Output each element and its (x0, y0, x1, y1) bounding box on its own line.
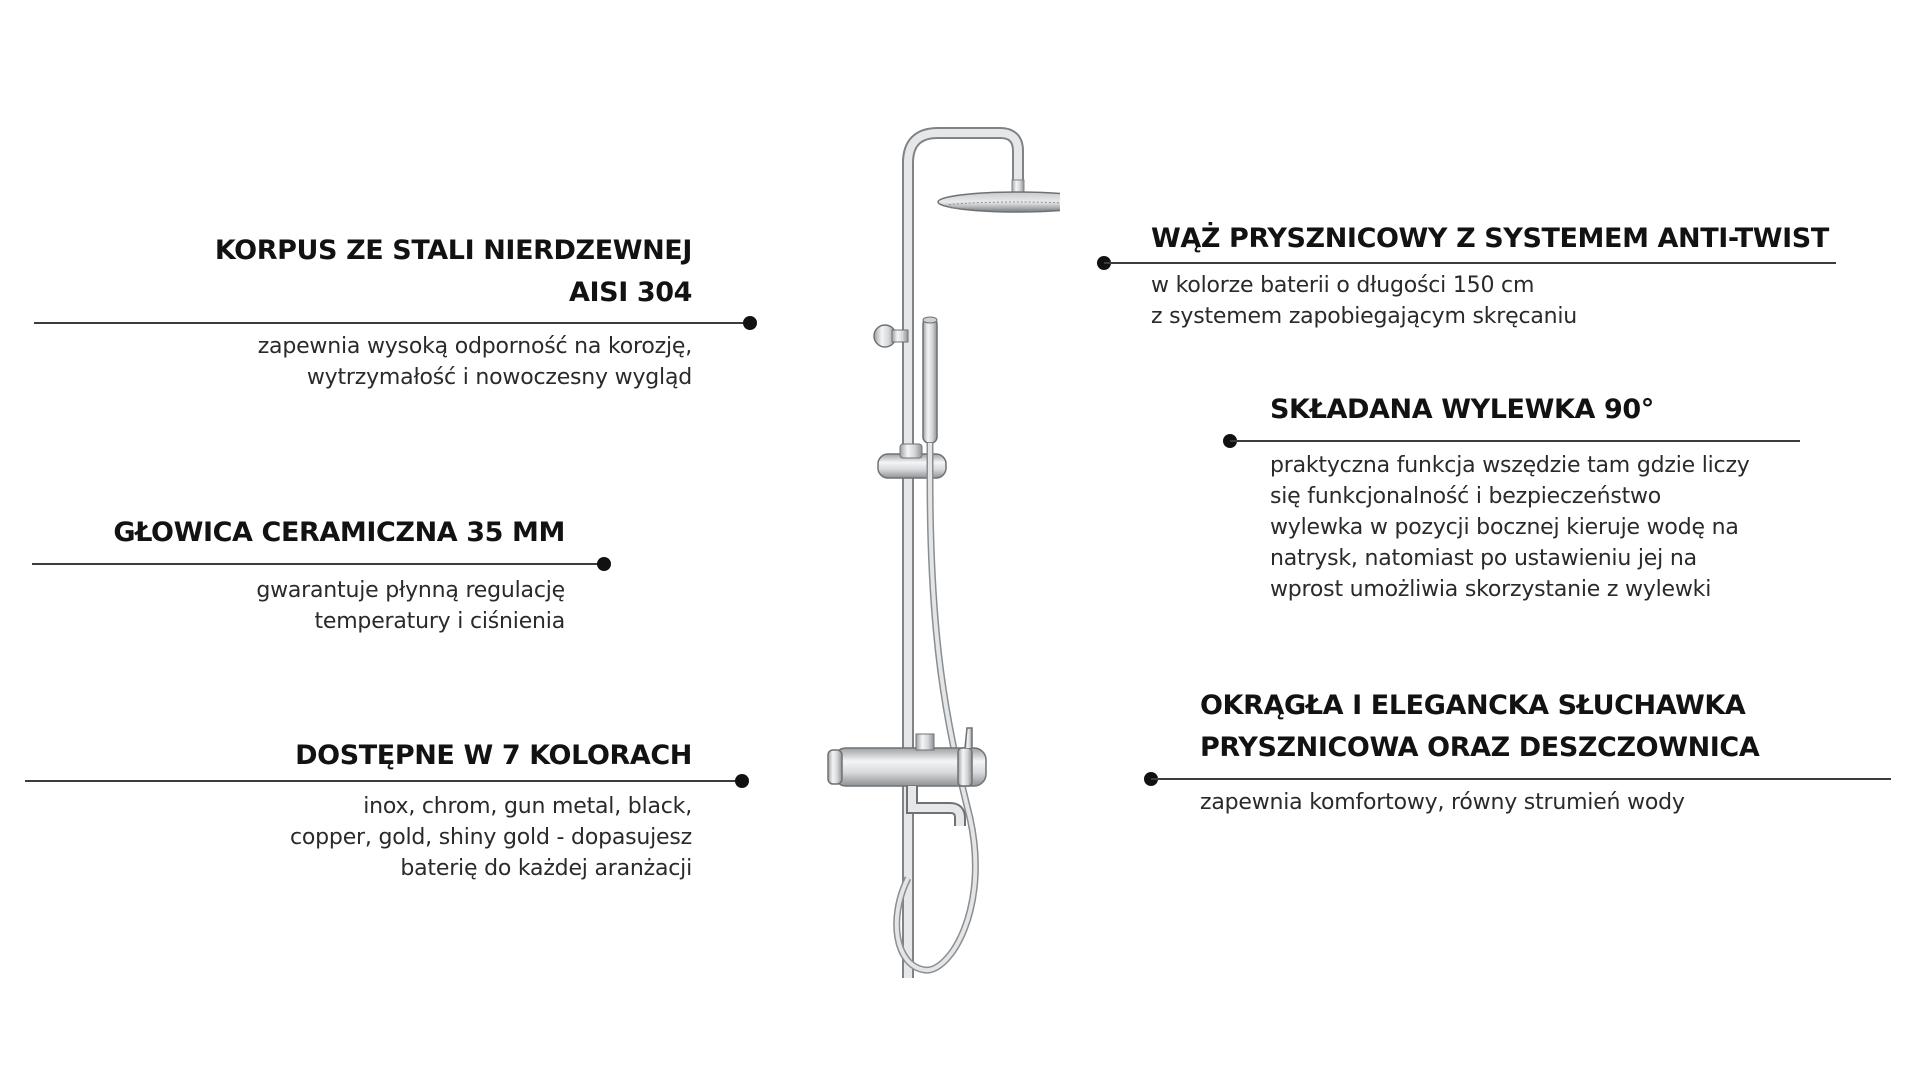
head-connector (1012, 180, 1024, 192)
hand-shower-face (923, 317, 937, 323)
feature-glowica (0, 512, 565, 554)
wall-bracket-arm (892, 330, 908, 342)
mixer-outlet-up (916, 734, 934, 750)
feature-wylewka-body (1270, 450, 1910, 605)
feature-sluchawka-divider (1151, 778, 1891, 780)
feature-waz-text: w kolorze baterii o długości 150 cm z systemem zapobiegającym skręcaniu (1151, 273, 1578, 329)
feature-sluchawka-body (1200, 787, 1900, 818)
feature-waz (1151, 218, 1911, 260)
feature-wylewka-text: praktyczna funkcja wszędzie tam gdzie liczy się funkcjonalność i bezpieczeństwo wylewka w pozycji bocznej kieruje wodę na natrysk, natomiast po ustawieniu jej na wprost umożliwia skorzystanie z wylewki (1270, 453, 1750, 602)
overhead-arm-outline (908, 133, 1018, 978)
mixer-right-knob (958, 748, 972, 786)
mixer-lever (965, 728, 972, 748)
feature-korpus (0, 230, 692, 314)
feature-glowica-divider (32, 563, 606, 565)
feature-glowica-body (0, 575, 565, 637)
feature-korpus-title: KORPUS ZE STALI NIERDZEWNEJ AISI 304 (214, 235, 692, 308)
bath-spout (912, 786, 960, 826)
feature-waz-body (1151, 270, 1911, 332)
feature-glowica-dot (597, 557, 611, 571)
shower-set-illustration (820, 118, 1060, 988)
feature-waz-divider (1104, 262, 1836, 264)
feature-kolory-text: inox, chrom, gun metal, black, copper, gold, shiny gold - dopasujesz baterię do każdej aranżacji (290, 794, 692, 881)
feature-korpus-dot (743, 316, 757, 330)
overhead-arm (908, 133, 1018, 978)
feature-kolory-title: DOSTĘPNE W 7 KOLORACH (295, 740, 692, 771)
feature-korpus-text: zapewnia wysoką odporność na korozję, wytrzymałość i nowoczesny wygląd (257, 334, 692, 390)
feature-korpus-divider (34, 322, 748, 324)
hand-shower (923, 318, 937, 443)
slider-clip (900, 444, 922, 458)
feature-wylewka (1270, 389, 1890, 431)
feature-sluchawka-title: OKRĄGŁA I ELEGANCKA SŁUCHAWKA PRYSZNICOWA ORAZ DESZCZOWNICA (1200, 690, 1760, 763)
feature-sluchawka (1200, 685, 1900, 769)
feature-kolory-divider (25, 780, 745, 782)
feature-kolory (0, 735, 692, 777)
mixer-left-knob (828, 750, 842, 784)
feature-sluchawka-text: zapewnia komfortowy, równy strumień wody (1200, 790, 1685, 815)
feature-wylewka-title: SKŁADANA WYLEWKA 90° (1270, 394, 1654, 425)
feature-kolory-body (0, 791, 692, 884)
feature-glowica-title: GŁOWICA CERAMICZNA 35 MM (113, 517, 565, 548)
feature-glowica-text: gwarantuje płynną regulację temperatury i ciśnienia (256, 578, 565, 634)
feature-korpus-body (0, 331, 692, 393)
feature-kolory-dot (735, 774, 749, 788)
feature-waz-title: WĄŻ PRYSZNICOWY Z SYSTEMEM ANTI-TWIST (1151, 223, 1829, 254)
feature-wylewka-divider (1230, 440, 1800, 442)
